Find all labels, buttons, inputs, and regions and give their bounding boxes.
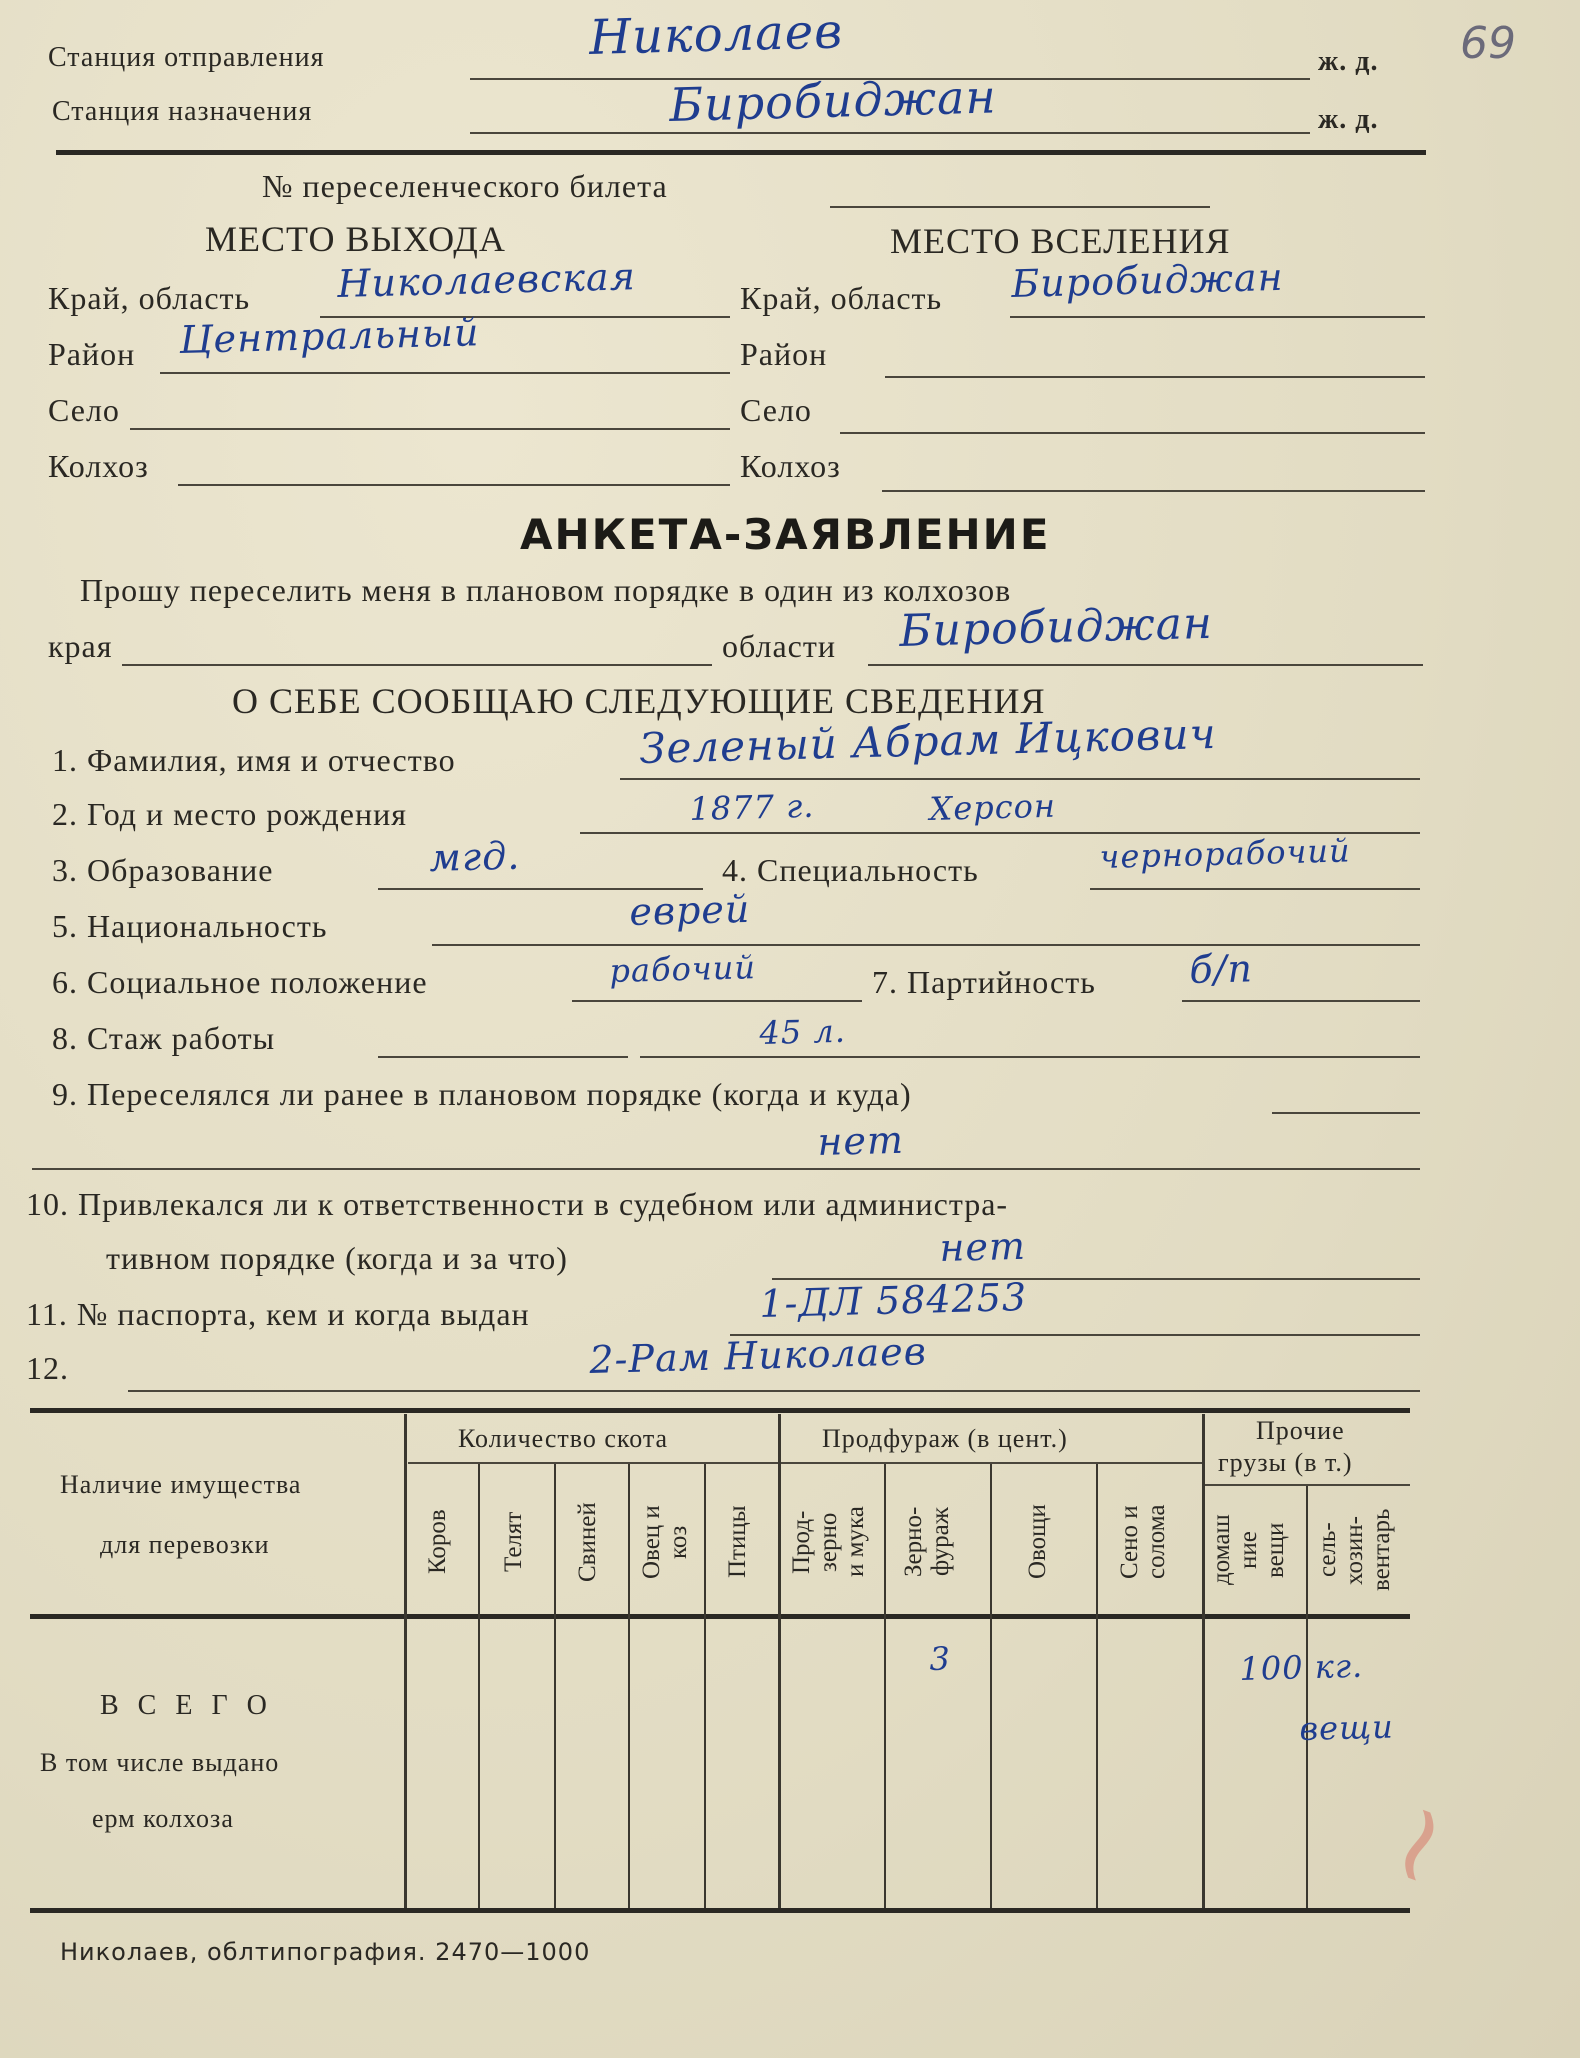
field-4-line — [1090, 888, 1420, 890]
field-11-label: 11. № паспорта, кем и когда выдан — [26, 1296, 530, 1332]
request-oblasti-line — [868, 664, 1423, 666]
col-divider — [1306, 1486, 1308, 1908]
ticket-line — [830, 206, 1210, 208]
field-6-line — [572, 1000, 862, 1002]
field-12-label: 12. — [26, 1350, 69, 1386]
page-number: 69 — [1460, 18, 1516, 69]
destination-village-label: Село — [740, 392, 812, 428]
station-to-zhd: ж. д. — [1318, 104, 1379, 135]
row-header-line-2: для перевозки — [100, 1530, 270, 1559]
field-5-value: еврей — [628, 886, 751, 934]
col-divider — [778, 1414, 781, 1908]
destination-region-line — [1010, 316, 1425, 318]
origin-kolkhoz-label: Колхоз — [48, 448, 149, 484]
red-stamp-mark: ~ — [1340, 1778, 1492, 1910]
col-header-grain-fodder: Зерно- фураж — [900, 1506, 954, 1578]
field-4-value: чернорабочий — [1099, 831, 1352, 876]
col-header-vegetables: Овощи — [1024, 1504, 1051, 1580]
field-3-value: мгд. — [428, 833, 521, 880]
col-header-poultry: Птицы — [724, 1505, 751, 1579]
col-header-calves: Телят — [500, 1511, 527, 1573]
other-group-header-1: Прочие — [1256, 1416, 1345, 1445]
origin-village-line — [130, 428, 730, 430]
household-value-2: вещи — [1299, 1707, 1395, 1748]
field-7-label: 7. Партийность — [872, 964, 1096, 1000]
table-bottom-rule — [30, 1908, 1410, 1913]
printer-footer: Николаев, облтипография. 2470—1000 — [60, 1938, 591, 1966]
destination-kolkhoz-line — [882, 490, 1425, 492]
field-10-label-2: тивном порядке (когда и за что) — [106, 1240, 568, 1276]
field-8-label: 8. Стаж работы — [52, 1020, 276, 1056]
origin-region-label: Край, область — [48, 280, 251, 316]
field-2-label: 2. Год и место рождения — [52, 796, 407, 832]
destination-region-label: Край, область — [740, 280, 943, 316]
field-10-label-1: 10. Привлекался ли к ответственности в судебном или администра- — [26, 1186, 1009, 1222]
field-5-line — [432, 944, 1420, 946]
destination-district-line — [885, 376, 1425, 378]
row-header-line-1: Наличие имущества — [60, 1470, 302, 1499]
fodder-group-header: Продфураж (в цент.) — [822, 1424, 1068, 1453]
field-9-line-b — [32, 1168, 1420, 1170]
destination-village-line — [840, 432, 1425, 434]
origin-district-label: Район — [48, 336, 136, 372]
col-header-food-grain: Прод- зерно и мука — [788, 1506, 869, 1578]
origin-village-label: Село — [48, 392, 120, 428]
col-divider — [404, 1414, 407, 1908]
field-8-value: 45 л. — [759, 1011, 847, 1052]
request-line: Прошу переселить меня в плановом порядке в один из колхозов — [80, 572, 1012, 608]
table-top-rule — [30, 1408, 1410, 1413]
field-5-label: 5. Национальность — [52, 908, 328, 944]
field-7-line — [1182, 1000, 1420, 1002]
col-divider — [1202, 1414, 1205, 1908]
field-1-value: Зеленый Абрам Ицкович — [638, 708, 1218, 773]
col-header-cows: Коров — [424, 1509, 451, 1575]
about-title: О СЕБЕ СООБЩАЮ СЛЕДУЮЩИЕ СВЕДЕНИЯ — [232, 681, 1046, 721]
destination-kolkhoz-label: Колхоз — [740, 448, 841, 484]
col-divider — [1096, 1464, 1098, 1908]
included-label-1: В том числе выдано — [40, 1748, 280, 1777]
station-from-label: Станция отправления — [48, 42, 325, 73]
col-divider — [478, 1464, 480, 1908]
destination-region-value: Биробиджан — [1010, 254, 1285, 306]
total-label: В С Е Г О — [100, 1690, 273, 1721]
field-12-line — [128, 1390, 1420, 1392]
col-header-sheep-goats: Овец и коз — [638, 1505, 692, 1579]
field-1-label: 1. Фамилия, имя и отчество — [52, 742, 456, 778]
station-from-zhd: ж. д. — [1318, 46, 1379, 77]
livestock-group-line — [408, 1462, 778, 1464]
field-2-place: Херсон — [929, 786, 1057, 828]
field-10-value: нет — [938, 1223, 1027, 1270]
field-6-label: 6. Социальное положение — [52, 964, 428, 1000]
field-3-label: 3. Образование — [52, 852, 274, 888]
field-12-value: 2-Рам Николаев — [588, 1329, 928, 1382]
request-oblasti-label: области — [722, 628, 836, 664]
col-divider — [990, 1464, 992, 1908]
field-9-line-a — [1272, 1112, 1420, 1114]
col-divider — [704, 1464, 706, 1908]
field-9-value: нет — [816, 1117, 905, 1164]
livestock-group-header: Количество скота — [458, 1424, 669, 1453]
col-header-pigs: Свиней — [574, 1502, 601, 1582]
origin-title: МЕСТО ВЫХОДА — [205, 219, 506, 259]
field-4-label: 4. Специальность — [722, 852, 979, 888]
destination-title: МЕСТО ВСЕЛЕНИЯ — [890, 221, 1231, 261]
col-header-hay-straw: Сено и солома — [1116, 1504, 1170, 1580]
field-2-year: 1877 г. — [689, 786, 815, 828]
household-value: 100 кг. — [1239, 1646, 1364, 1688]
station-to-line — [470, 132, 1310, 134]
col-divider — [884, 1464, 886, 1908]
request-kraya-label: края — [48, 628, 113, 664]
fodder-value: 3 — [929, 1639, 952, 1678]
form-title: АНКЕТА-ЗАЯВЛЕНИЕ — [520, 510, 1051, 559]
request-oblasti-value: Биробиджан — [898, 597, 1214, 657]
destination-district-label: Район — [740, 336, 828, 372]
station-from-value: Николаев — [588, 3, 844, 67]
col-header-household: домаш ние вещи — [1208, 1514, 1289, 1586]
field-8-line-a — [378, 1056, 628, 1058]
origin-district-line — [160, 372, 730, 374]
origin-region-value: Николаевская — [336, 254, 637, 306]
field-8-line-b — [640, 1056, 1420, 1058]
field-9-label: 9. Переселялся ли ранее в плановом порядке (когда и куда) — [52, 1076, 912, 1112]
origin-district-value: Центральный — [178, 310, 480, 362]
other-group-header-2: грузы (в т.) — [1218, 1448, 1353, 1477]
field-1-line — [620, 778, 1420, 780]
header-rule — [56, 150, 1426, 155]
origin-kolkhoz-line — [178, 484, 730, 486]
field-7-value: б/п — [1188, 946, 1254, 992]
station-to-value: Биробиджан — [668, 69, 998, 132]
request-kraya-line — [122, 664, 712, 666]
ticket-label: № переселенческого билета — [262, 168, 668, 204]
col-divider — [554, 1464, 556, 1908]
included-label-2: ерм колхоза — [92, 1804, 234, 1833]
field-11-value: 1-ДЛ 584253 — [758, 1275, 1028, 1326]
col-divider — [628, 1464, 630, 1908]
col-header-farm-tools: сель- хозин- вентарь — [1314, 1508, 1395, 1592]
station-to-label: Станция назначения — [52, 96, 313, 127]
field-6-value: рабочий — [609, 948, 757, 990]
